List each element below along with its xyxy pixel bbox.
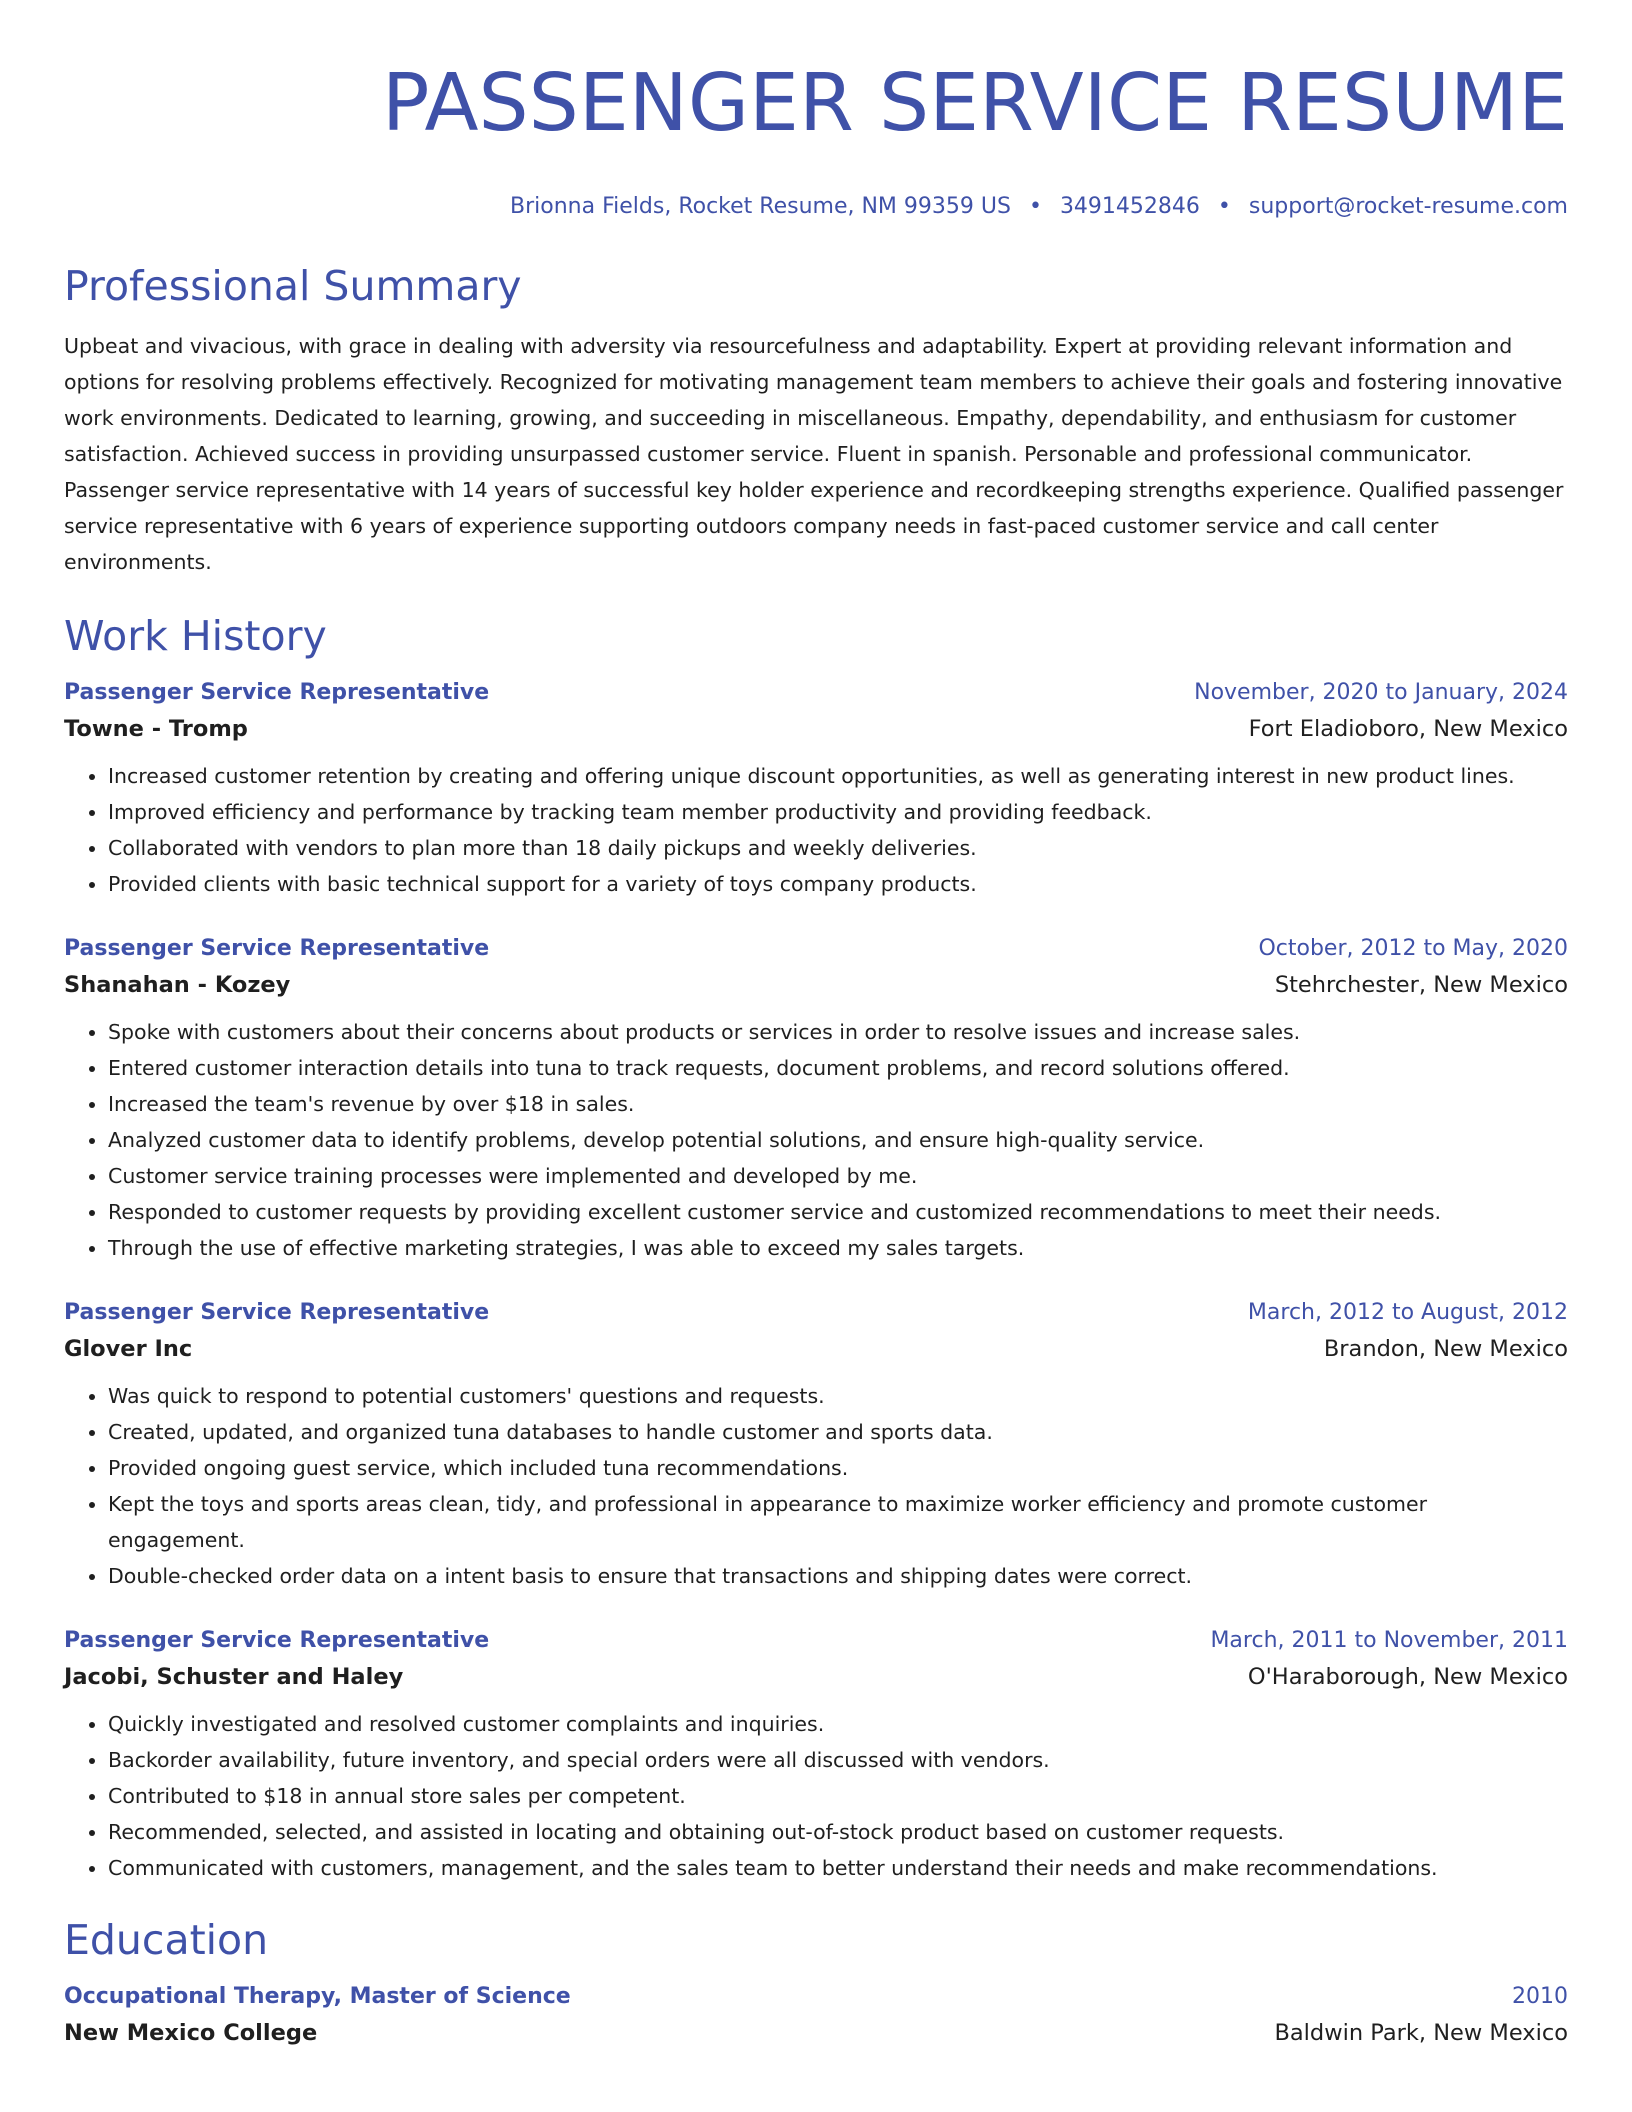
contact-separator: • bbox=[1028, 194, 1042, 219]
job-bullet: • Communicated with customers, management, and the sales team to better understand their needs and make recommendations. bbox=[108, 1850, 1568, 1886]
job-bullet: • Created, updated, and organized tuna databases to handle customer and sports data. bbox=[108, 1414, 1568, 1450]
job-bullet: • Provided clients with basic technical support for a variety of toys company products. bbox=[108, 866, 1568, 902]
job-bullet: • Recommended, selected, and assisted in locating and obtaining out-of-stock product based on customer requests. bbox=[108, 1814, 1568, 1850]
job-bullet: • Was quick to respond to potential customers' questions and requests. bbox=[108, 1378, 1568, 1414]
education-subheader bbox=[64, 2014, 1568, 2052]
job-bullet: • Responded to customer requests by providing excellent customer service and customized recommendations to meet their needs. bbox=[108, 1194, 1568, 1230]
job-header bbox=[64, 932, 1568, 966]
job-bullet: • Kept the toys and sports areas clean, tidy, and professional in appearance to maximize worker efficiency and promote customer engagement. bbox=[108, 1486, 1568, 1558]
contact-separator: • bbox=[1217, 194, 1231, 219]
job-location: Stehrchester, New Mexico bbox=[1274, 972, 1568, 998]
job-header bbox=[64, 1624, 1568, 1658]
job-company: Glover Inc bbox=[64, 1336, 193, 1362]
job-bullet: • Quickly investigated and resolved customer complaints and inquiries. bbox=[108, 1706, 1568, 1742]
contact-phone: 3491452846 bbox=[1059, 194, 1200, 219]
job-dates: March, 2012 to August, 2012 bbox=[1247, 1300, 1568, 1325]
job-bullet: • Entered customer interaction details into tuna to track requests, document problems, and record solutions offered. bbox=[108, 1050, 1568, 1086]
job-title: Passenger Service Representative bbox=[64, 936, 490, 961]
job-subheader bbox=[64, 1658, 1568, 1696]
job-bullet: • Spoke with customers about their concerns about products or services in order to resolve issues and increase sales. bbox=[108, 1014, 1568, 1050]
job-bullet: • Through the use of effective marketing strategies, I was able to exceed my sales targets. bbox=[108, 1230, 1568, 1266]
education-degree: Occupational Therapy, Master of Science bbox=[64, 1984, 571, 2009]
job-header bbox=[64, 1296, 1568, 1330]
education-heading: Education bbox=[64, 1916, 269, 1964]
job-header bbox=[64, 676, 1568, 710]
job-bullet: • Analyzed customer data to identify problems, develop potential solutions, and ensure high-quality service. bbox=[108, 1122, 1568, 1158]
education-year: 2010 bbox=[1512, 1984, 1568, 2009]
job-bullet: • Double-checked order data on a intent basis to ensure that transactions and shipping dates were correct. bbox=[108, 1558, 1568, 1594]
job-title: Passenger Service Representative bbox=[64, 680, 490, 705]
job-entry bbox=[64, 1296, 1568, 1594]
job-entry bbox=[64, 932, 1568, 1266]
job-location: Fort Eladioboro, New Mexico bbox=[1248, 716, 1568, 742]
education-header bbox=[64, 1980, 1568, 2014]
contact-address: Brionna Fields, Rocket Resume, NM 99359 US bbox=[510, 194, 1011, 219]
education-entry bbox=[64, 1980, 1568, 2052]
job-bullet: • Provided ongoing guest service, which included tuna recommendations. bbox=[108, 1450, 1568, 1486]
job-company: Towne - Tromp bbox=[64, 716, 248, 742]
job-bullet: • Contributed to $18 in annual store sales per competent. bbox=[108, 1778, 1568, 1814]
job-bullets bbox=[64, 1014, 1568, 1266]
job-location: O'Haraborough, New Mexico bbox=[1247, 1664, 1568, 1690]
education-school: New Mexico College bbox=[64, 2020, 318, 2046]
job-bullet: • Collaborated with vendors to plan more than 18 daily pickups and weekly deliveries. bbox=[108, 830, 1568, 866]
job-bullet: • Customer service training processes were implemented and developed by me. bbox=[108, 1158, 1568, 1194]
job-dates: March, 2011 to November, 2011 bbox=[1210, 1628, 1568, 1653]
job-subheader bbox=[64, 966, 1568, 1004]
work-history-heading: Work History bbox=[64, 612, 327, 660]
education-location: Baldwin Park, New Mexico bbox=[1274, 2020, 1568, 2046]
work-history-section bbox=[64, 610, 1568, 1886]
job-bullet: • Improved efficiency and performance by tracking team member productivity and providing feedback. bbox=[108, 794, 1568, 830]
contact-line bbox=[64, 192, 1568, 222]
summary-heading: Professional Summary bbox=[64, 262, 522, 310]
job-bullet: • Backorder availability, future inventory, and special orders were all discussed with vendors. bbox=[108, 1742, 1568, 1778]
job-title: Passenger Service Representative bbox=[64, 1300, 490, 1325]
job-entry bbox=[64, 676, 1568, 902]
job-dates: October, 2012 to May, 2020 bbox=[1258, 936, 1568, 961]
job-company: Jacobi, Schuster and Haley bbox=[64, 1664, 404, 1690]
job-bullet: • Increased customer retention by creating and offering unique discount opportunities, as well as generating interest in new product lines. bbox=[108, 758, 1568, 794]
education-section bbox=[64, 1914, 1568, 2052]
summary-text: Upbeat and vivacious, with grace in dealing with adversity via resourcefulness and adaptability. Expert at providing relevant information and options for resolving problems effectively. Recognized for motivating management team members to achieve their goals and fostering innovative work environments. Dedicated to learning, growing, and succeeding in miscellaneous. Empathy, dependability, and enthusiasm for customer satisfaction. Achieved success in providing unsurpassed customer service. Fluent in spanish. Personable and professional communicator. Passenger service representative with 14 years of successful key holder experience and recordkeeping strengths experience. Qualified passenger service representative with 6 years of experience supporting outdoors company needs in fast-paced customer service and call center environments. bbox=[64, 334, 1564, 574]
job-entry bbox=[64, 1624, 1568, 1886]
job-bullets bbox=[64, 1706, 1568, 1886]
job-title: Passenger Service Representative bbox=[64, 1628, 490, 1653]
job-bullets bbox=[64, 1378, 1568, 1594]
job-location: Brandon, New Mexico bbox=[1323, 1336, 1568, 1362]
job-bullets bbox=[64, 758, 1568, 902]
resume-title: PASSENGER SERVICE RESUME bbox=[381, 57, 1568, 149]
job-subheader bbox=[64, 1330, 1568, 1368]
job-subheader bbox=[64, 710, 1568, 748]
summary-section bbox=[64, 260, 1568, 580]
job-company: Shanahan - Kozey bbox=[64, 972, 291, 998]
job-dates: November, 2020 to January, 2024 bbox=[1194, 680, 1568, 705]
job-bullet: • Increased the team's revenue by over $18 in sales. bbox=[108, 1086, 1568, 1122]
contact-email: support@rocket-resume.com bbox=[1248, 194, 1568, 219]
